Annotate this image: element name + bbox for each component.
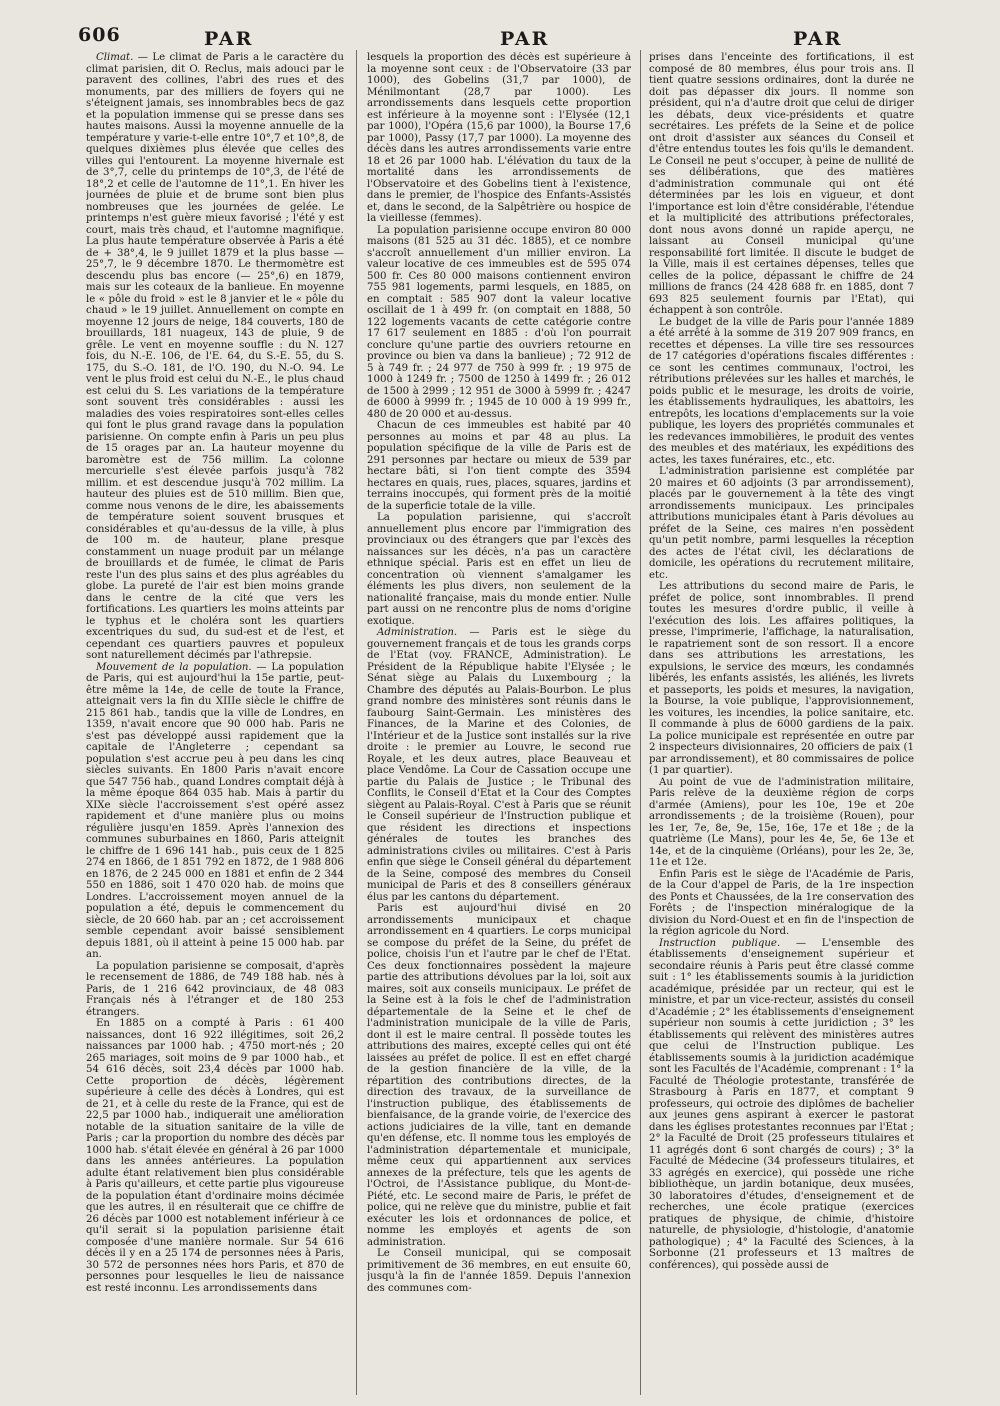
- paragraph-text: En 1885 on a compté à Paris : 61 400 naissances, dont 16 922 illégitimes, soit 26,2 naissances par 1000 hab. ; 4750 mort-nés ; 20 265 mariages, soit moins de 9 par 1000 hab., et 54 616 décès, soit 23,4 décès par 1000 hab. Cette proportion de décès, légèrement supérieure à celle des décès à Londres, qui est de 21, et à celle du reste de la France, qui est de 22,5 par 1000 hab., indiquerait une amélioration notable de la situation sanitaire de la ville de Paris ; car la proportion du nombre des décès par 1000 hab. s'était élevée en général à 26 par 1000 dans les années antérieures. La population adulte étant relativement bien plus considérable à Paris qu'ailleurs, et cette partie plus vigoureuse de la population étant d'ordinaire moins décimée que les autres, il en résulterait que ce chiffre de 26 décès par 1000 est notablement inférieur à ce qu'il serait si la population parisienne était composée d'une manière normale. Sur 54 616 décès il y en a 25 174 de personnes nées à Paris, 30 572 de personnes nées hors Paris, et 870 de personnes pour lesquelles le lieu de naissance est resté inconnu. Les arrondissements dans: [86, 1018, 344, 1294]
- paragraph-text: lesquels la proportion des décès est supérieure à la moyenne sont ceux : de l'Observatoire (33 par 1000), des Gobelins (31,7 par 1000), de Ménilmontant (28,7 par 1000). Les arrondissements dans lesquels cette proportion est inférieure à la moyenne sont : l'Elysée (12,1 par 1000), l'Opéra (15,6 par 1000), la Bourse 17,6 par 1000), Passy (17,7 par 1000). La moyenne des décès dans les autres arrondissements varie entre 18 et 26 par 1000 hab. L'élévation du taux de la mortalité dans les arrondissements de l'Observatoire et des Gobelins tient à l'existence, dans le premier, de l'hospice des Enfants-Assistés et, dans le second, de la Salpêtrière ou hospice de la vieillesse (femmes).: [367, 52, 631, 224]
- paragraph-text: Au point de vue de l'administration militaire, Paris relève de la deuxième région de corps d'armée (Amiens), pour les 10e, 19e et 20e arrondissements ; de la troisième (Rouen), pour les 1er, 7e, 8e, 9e, 15e, 16e, 17e et 18e ; de la quatrième (Le Mans), pour les 4e, 5e, 6e 13e et 14e, et de la cinquième (Orléans), pour les 2e, 3e, 11e et 12e.: [649, 776, 914, 868]
- paragraph: [649, 777, 914, 869]
- paragraph-text: — La population de Paris, qui est aujourd'hui la 15e partie, peut-être même la 14e, de celle de toute la France, atteignait vers la fin du XIIIe siècle le chiffre de 215 861 hab., tandis que la ville de Londres, en 1359, n'avait encore que 90 000 hab. Paris ne s'est pas développé aussi rapidement que la capitale de l'Angleterre ; cependant sa population s'est accrue peu à peu dans les cinq siècles suivants. En 1800 Paris n'avait encore que 547 756 hab., quand Londres comptait déjà à la même époque 864 035 hab. Mais à partir du XIXe siècle l'accroissement s'est opéré assez rapidement et d'une manière plus ou moins régulière jusqu'en 1859. Après l'annexion des communes suburbaines en 1860, Paris atteignit le chiffre de 1 696 141 hab., puis ceux de 1 825 274 en 1866, de 1 851 792 en 1872, de 1 988 806 en 1876, de 2 245 000 en 1881 et enfin de 2 344 550 en 1886, soit 1 470 020 hab. de moins que Londres. L'accroissement moyen annuel de la population a été, depuis le commencement du siècle, de 20 660 hab. par an ; cet accroissement semble cependant avoir baissé sensiblement depuis 1881, où il atteint à peine 15 000 hab. par an.: [86, 661, 344, 960]
- paragraph: [367, 627, 631, 903]
- paragraph-text: Enfin Paris est le siège de l'Académie de Paris, de la Cour d'appel de Paris, de la 1re inspection des Ponts et Chaussées, de la 1re conservation des Forêts ; de l'inspection minéralogique de la division du Nord-Ouest et en fin de l'inspection de la région agricole du Nord.: [649, 868, 914, 937]
- column-rule-1: [356, 50, 357, 1395]
- paragraph-text: — Le climat de Paris a le caractère du climat parisien, dit O. Reclus, mais adouci par le paravent des collines, l'abri des rues et des monuments, par des milliers de foyers qui ne s'éteignent jamais, ses innombrables becs de gaz et la population immense qui se presse dans ses hautes maisons. Aussi la moyenne annuelle de la température y varie-t-elle entre 10°,7 et 10°,8, de quelques dixièmes plus élevée que celles des villes qui l'entourent. La moyenne hivernale est de 3°,7, celle du printemps de 10°,3, de l'été de 18°,2 et celle de l'automne de 11°,1. En hiver les journées de pluie et de brume sont bien plus nombreuses que les journées de gelée. Le printemps n'est guère mieux favorisé ; l'été y est court, mais très chaud, et l'automne magnifique. La plus haute température observée à Paris a été de + 38°,4, le 9 juillet 1879 et la plus basse — 25°,7, le 9 décembre 1870. Le thermomètre est descendu plus bas encore (— 25°,6) en 1879, mais sur les coteaux de la banlieue. En moyenne le « pôle du froid » est le 8 janvier et le « pôle du chaud » le 19 juillet. Annuellement on compte en moyenne 12 jours de neige, 184 couverts, 180 de brouillards, 181 nuageux, 143 de pluie, 9 de grêle. Le vent en moyenne souffle : du N. 127 fois, du N.-E. 106, de l'E. 64, du S.-E. 55, du S. 175, du S.-O. 181, de l'O. 190, du N.-O. 94. Le vent le plus froid est celui du N.-E., le plus chaud est celui du S. Les variations de la température sont souvent très considérables : aussi les maladies des voies respiratoires sont-elles celles qui font le plus grand ravage dans la population parisienne. On compte enfin à Paris un peu plus de 15 orages par an. La hauteur moyenne du baromètre est de 756 millim. La colonne mercurielle s'est élevée parfois jusqu'à 782 millim. et est descendue jusqu'à 702 millim. La hauteur des pluies est de 510 millim. Bien que, comme nous venons de le dire, les abaissements de température soient souvent brusques et considérables et qu'au-dessus de la ville, à plus de 100 m. de hauteur, plane presque constamment un nuage produit par un mélange de brouillards et de fumée, le climat de Paris reste l'un des plus sains et des plus agréables du globe. La pureté de l'air est bien moins grande dans le centre de la cité que vers les fortifications. Les quartiers les moins atteints par le typhus et le choléra sont les quartiers excentriques du sud, du sud-est et de l'est, et cependant ces quartiers pauvres et populeux sont naturellement décimés par l'athrepsie.: [86, 52, 344, 661]
- paragraph: [649, 938, 914, 1272]
- paragraph: [649, 869, 914, 938]
- paragraph-text: Le Conseil municipal, qui se composait primitivement de 36 membres, en eut ensuite 60, jusqu'à la fin de l'année 1859. Depuis l'annexion des communes com-: [367, 1248, 631, 1294]
- paragraph: [86, 52, 344, 662]
- paragraph: [86, 662, 344, 961]
- section-lead: Administration.: [377, 627, 458, 638]
- running-head-left: PAR: [204, 28, 254, 50]
- paragraph-text: L'administration parisienne est complétée par 20 maires et 60 adjoints (3 par arrondissement), placés par le gouvernement à la tête des vingt arrondissements municipaux. Les principales attributions municipales étant à Paris dévolues au préfet de la Seine, ces maires n'en possèdent qu'un petit nombre, parmi lesquelles la réception des actes de l'état civil, les déclarations de domicile, les opérations du recrutement militaire, etc.: [649, 466, 914, 581]
- paragraph: [367, 225, 631, 421]
- paragraph-text: prises dans l'enceinte des fortifications, il est composé de 80 membres, élus pour trois ans. Il tient quatre sessions ordinaires, dont la durée ne doit pas dépasser dix jours. Il nomme son président, qui n'a d'autre droit que celui de diriger les débats, deux vice-présidents et quatre secrétaires. Les préfets de la Seine et de police ont droit d'assister aux séances du Conseil et d'être entendus toutes les fois qu'ils le demandent. Le Conseil ne peut s'occuper, à peine de nullité de ses délibérations, que des matières d'administration communale qui ont été déterminées par les lois en vigueur, et dont l'importance est loin d'être considérable, l'étendue et la multiplicité des attributions préfectorales, dont nous avons donné un rapide aperçu, ne laissant au Conseil municipal qu'une responsabilité fort limitée. Il discute le budget de la Ville, mais il est certaines dépenses, telles que celles de la police, dépassant le chiffre de 24 millions de francs (24 428 688 fr. en 1885, dont 7 693 825 seulement fournis par l'Etat), qui échappent à son contrôle.: [649, 52, 914, 316]
- paragraph-text: La population parisienne se composait, d'après le recensement de 1886, de 749 188 hab. nés à Paris, de 1 216 642 provinciaux, de 48 083 Français nés à l'étranger et de 180 253 étrangers.: [86, 960, 344, 1018]
- paragraph: [649, 52, 914, 317]
- running-head-right: PAR: [793, 28, 843, 50]
- text-column-2: [367, 52, 631, 1398]
- paragraph: [86, 961, 344, 1019]
- text-column-1: [86, 52, 344, 1398]
- paragraph: [649, 466, 914, 581]
- paragraph: [367, 52, 631, 225]
- paragraph: [367, 420, 631, 512]
- paragraph-text: Chacun de ces immeubles est habité par 40 personnes au moins et par 48 au plus. La population spécifique de la ville de Paris est de 291 personnes par hectare ou mieux de 539 par hectare bâti, si l'on tient compte des 3594 hectares en quais, rues, places, squares, jardins et terrains inoccupés, qui forment près de la moitié de la superficie totale de la ville.: [367, 420, 631, 512]
- section-lead: Climat.: [96, 52, 134, 63]
- section-lead: Instruction publique.: [659, 937, 781, 949]
- running-head-center: PAR: [500, 28, 550, 50]
- paragraph: [367, 903, 631, 1248]
- paragraph-text: — Paris est le siège du gouvernement français et de tous les grands corps de l'Etat (voy. FRANCE, Administration). Le Président de la République habite l'Elysée ; le Sénat siège au Palais du Luxembourg ; la Chambre des députés au Palais-Bourbon. Le plus grand nombre des ministères sont réunis dans le faubourg Saint-Germain. Les ministères des Finances, de la Marine et des Colonies, de l'Intérieur et de la Justice sont installés sur la rive droite : le premier au Louvre, le second rue Royale, et les deux autres, place Beauveau et place Vendôme. La Cour de Cassation occupe une partie du Palais de Justice ; le Tribunal des Conflits, le Conseil d'Etat et la Cour des Comptes siègent au Palais-Royal. C'est à Paris que se réunit le Conseil supérieur de l'Instruction publique et que résident les directions et inspections générales de toutes les branches des administrations civiles ou militaires. C'est à Paris enfin que siège le Conseil général du département de la Seine, composé des membres du Conseil municipal de Paris et des 8 conseillers généraux élus par les cantons du département.: [367, 627, 631, 903]
- paragraph-text: La population parisienne occupe environ 80 000 maisons (81 525 au 31 déc. 1885), et ce nombre s'accroît annuellement d'un millier environ. La valeur locative de ces immeubles est de 595 074 500 fr. Ces 80 000 maisons contiennent environ 755 981 logements, parmi lesquels, en 1885, on en comptait : 585 907 dont la valeur locative oscillait de 1 à 499 fr. (on comptait en 1888, 50 122 logements vacants de cette catégorie contre 17 617 seulement en 1885 : d'où l'on pourrait conclure qu'une partie des ouvriers retourne en province ou bien va dans la banlieue) ; 72 912 de 5 à 749 fr. ; 24 977 de 750 à 999 fr. ; 19 975 de 1000 à 1249 fr. ; 7500 de 1250 à 1499 fr. ; 26 012 de 1500 à 2999 ; 12 951 de 3000 à 5999 fr. ; 4247 de 6000 à 9999 fr. ; 1945 de 10 000 à 19 999 fr., 480 de 20 000 et au-dessus.: [367, 224, 631, 420]
- paragraph-text: Les attributions du second maire de Paris, le préfet de police, sont innombrables. Il prend toutes les mesures d'ordre public, il veille à l'exécution des lois. Les affaires politiques, la presse, l'imprimerie, l'affichage, la naturalisation, le rapatriement sont de son ressort. Il a encore dans ses attributions les arrestations, les expulsions, le service des mœurs, les condamnés libérés, les enfants assistés, les aliénés, les livrets et passeports, les poids et mesures, la navigation, la Bourse, la voie publique, l'approvisionnement, les voitures, les incendies, la police sanitaire, etc. Il commande à plus de 6000 gardiens de la paix. La police municipale est représentée en outre par 2 inspecteurs divisionnaires, 20 officiers de paix (1 par arrondissement), et 80 commissaires de police (1 par quartier).: [649, 581, 914, 776]
- paragraph: [649, 581, 914, 777]
- paragraph: [649, 317, 914, 467]
- paragraph: [86, 1018, 344, 1294]
- paragraph-text: — L'ensemble des établissements d'enseignement supérieur et secondaire réunis à Paris peut être classé comme suit : 1° les établissements soumis à la juridiction académique, présidée par un recteur, qui est le ministre, et par un vice-recteur, assistés du conseil d'Académie ; 2° les établissements d'enseignement supérieur non soumis à cette juridiction ; 3° les établissements qui relèvent des ministères autres que celui de l'Instruction publique. Les établissements soumis à la juridiction académique sont les Facultés de l'Académie, comprenant : 1° la Faculté de Théologie protestante, transférée de Strasbourg à Paris en 1877, et comptant 9 professeurs, qui octroie des diplômes de bachelier aux jeunes gens aspirant à exercer le pastorat dans les églises protestantes reconnues par l'Etat ; 2° la Faculté de Droit (25 professeurs titulaires et 11 agrégés dont 6 sont chargés de cours) ; 3° la Faculté de Médecine (34 professeurs titulaires, et 33 agrégés en exercice), qui possède une riche bibliothèque, un jardin botanique, deux musées, 30 laboratoires d'études, d'enseignement et de recherches, une école pratique (exercices pratiques de physique, de chimie, d'histoire naturelle, de physiologie, d'histologie, d'anatomie pathologique) ; 4° la Faculté des Sciences, à la Sorbonne (21 professeurs et 13 maîtres de conférences), qui possède aussi de: [649, 937, 914, 1271]
- paragraph-text: Le budget de la ville de Paris pour l'année 1889 a été arrêté à la somme de 319 207 909 francs, en recettes et dépenses. La ville tire ses ressources de 17 catégories d'opérations fiscales différentes : ce sont les centimes communaux, l'octroi, les rétributions prélevées sur les halles et marchés, le poids public et le mesurage, les droits de voirie, les établissements hydrauliques, les abattoirs, les entrepôts, les locations d'emplacements sur la voie publique, les loyers des propriétés communales et les redevances immobilières, le produit des ventes des meubles et des matériaux, les expéditions des actes, les taxes funéraires, etc., etc.: [649, 316, 914, 466]
- column-rule-2: [640, 50, 641, 1395]
- paragraph: [367, 512, 631, 627]
- paragraph-text: Paris est aujourd'hui divisé en 20 arrondissements municipaux et chaque arrondissement en 4 quartiers. Le corps municipal se compose du préfet de la Seine, du préfet de police, choisis l'un et l'autre par le chef de l'Etat. Ces deux fonctionnaires possèdent la majeure partie des attributions dévolues par la loi, soit aux maires, soit aux conseils municipaux. Le préfet de la Seine est à la fois le chef de l'administration départementale de la Seine et le chef de l'administration municipale de la ville de Paris, dont il est le maire central. Il possède toutes les attributions des maires, excepté celles qui ont été laissées au préfet de police. Il est en effet chargé de la gestion financière de la ville, de la répartition des contributions directes, de la direction des travaux, de la surveillance de l'instruction publique, des établissements de bienfaisance, de la grande voirie, de l'exercice des actions judiciaires de la ville, tant en demande qu'en défense, etc. Il nomme tous les employés de l'administration départementale et municipale, même ceux qui appartiennent aux services annexes de la préfecture, tels que les agents de l'Octroi, de l'Assistance publique, du Mont-de-Piété, etc. Le second maire de Paris, le préfet de police, qui ne relève que du ministre, publie et fait exécuter les lois et ordonnances de police, et nomme les employés et agents de son administration.: [367, 903, 631, 1248]
- paragraph: [367, 1248, 631, 1294]
- page-number: 606: [78, 24, 121, 46]
- text-column-3: [649, 52, 914, 1398]
- section-lead: Mouvement de la population.: [96, 661, 252, 673]
- paragraph-text: La population parisienne, qui s'accroît annuellement plus encore par l'immigration des provinciaux ou des étrangers que par l'excès des naissances sur les décès, n'a pas un caractère ethnique spécial. Paris est en effet un lieu de concentration où viennent s'amalgamer les éléments les plus divers, non seulement de la nationalité française, mais du monde entier. Nulle part aussi on ne rencontre plus de noms d'origine exotique.: [367, 512, 631, 627]
